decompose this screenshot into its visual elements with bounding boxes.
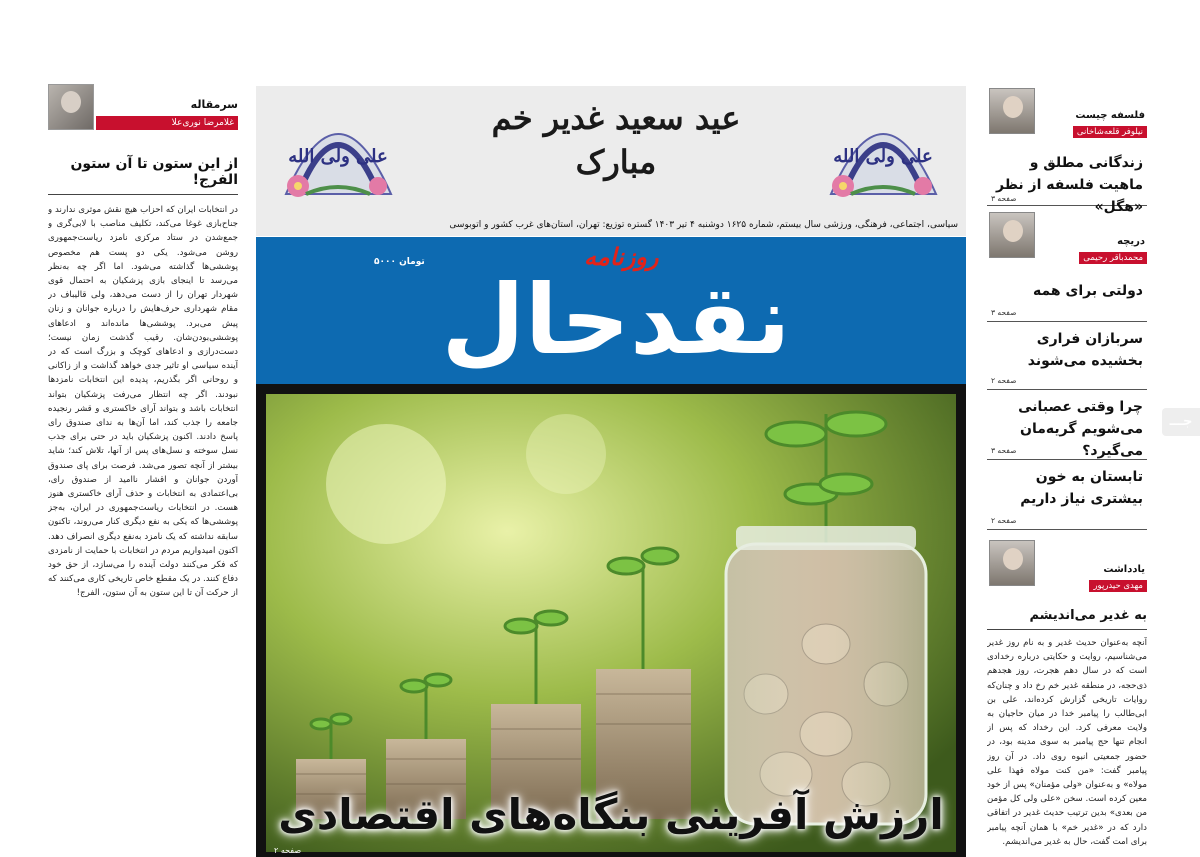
main-page-ref: صفحه ۲ — [274, 846, 302, 855]
philosophy-author-photo — [989, 88, 1035, 134]
main-story[interactable] — [256, 384, 966, 857]
soldiers-box[interactable] — [987, 322, 1147, 390]
ornament-emblem-right — [811, 94, 956, 208]
window-kicker: دریچه — [1117, 236, 1145, 247]
editorial-header — [48, 84, 238, 130]
window-author: محمدباقر رحیمی — [1079, 252, 1147, 264]
philosophy-kicker: فلسفه چیست — [1075, 110, 1145, 121]
window-page: صفحه ۳ — [991, 308, 1017, 317]
note-kicker: یادداشت — [1103, 564, 1145, 575]
philosophy-page: صفحه ۳ — [991, 194, 1017, 203]
issue-ribbon: سیاسی، اجتماعی، فرهنگی، ورزشی سال بیستم، شماره ۱۶۲۵ دوشنبه ۴ تیر ۱۴۰۳ گستره توزیع: تهران، استان‌های غرب کشور و اتوبوسی — [256, 214, 966, 236]
emblem-text-right: علی ولی الله — [833, 146, 933, 167]
note-column — [987, 540, 1147, 857]
main-headline[interactable]: ارزش آفرینی بنگاه‌های اقتصادی — [278, 790, 944, 839]
price-label: ۵۰۰۰ تومان — [374, 257, 425, 267]
summer-headline[interactable]: تابستان به خون بیشتری نیاز داریم — [1020, 469, 1143, 507]
window-author-photo — [989, 212, 1035, 258]
right-column — [987, 86, 1147, 530]
editorial-kicker: سرمقاله — [190, 98, 238, 111]
side-tab[interactable]: جـــ — [1162, 408, 1200, 436]
emblem-text-left: علی ولی الله — [288, 146, 388, 167]
note-header — [987, 540, 1147, 596]
main-photo — [266, 394, 956, 852]
anger-headline[interactable]: چرا وقتی عصبانی می‌شویم گریه‌مان می‌گیرد؟ — [1018, 399, 1143, 459]
philosophy-author: نیلوفر قلعه‌شاخانی — [1073, 126, 1147, 138]
masthead-logo-bar — [256, 237, 966, 384]
editorial-author: غلامرضا نوری‌علا — [96, 116, 238, 130]
editorial-column — [48, 84, 238, 857]
window-box[interactable] — [987, 206, 1147, 322]
greeting-text: عید سعید غدیر خم مبارک — [491, 99, 741, 181]
newspaper-logo[interactable]: نقدحال — [441, 264, 791, 376]
note-body: آنچه به‌عنوان حدیث غدیر و به نام روز غدیر می‌شناسیم، روایت و حکایتی درباره رخدادی است که در سال دهم هجرت، روز هجدهم ذی‌حجه، در منطقه غدیر خم رخ داد و چنان‌که روایات تاریخی گزارش کرده‌اند، علی بن ابی‌طالب را پیامبر خدا در میان حاجیان به ولایت معرفی کرد. این رخداد که پس از انجام تنها حج پیامبر به سوی مدینه بود، در حضور جمعیتی انبوه روی داد. در آن روز پیامبر گفت: «من کنت مولاه فهذا علی مولاه» و به‌عنوان «ولی مؤمنان» پس از خود معین کرده است. سخن «علی ولی کل مؤمن من بعدی» بدین ترتیب حدیث غدیر در اتفاقی دارد که در «غدیر خم» با همان آنچه پیامبر برای امت گفت، حال به غدیر می‌اندیشم. — [987, 638, 1147, 847]
window-headline[interactable]: دولتی برای همه — [1033, 283, 1143, 299]
ornament-emblem-left — [266, 94, 411, 208]
greeting-banner — [256, 86, 966, 214]
soldiers-page: صفحه ۲ — [991, 376, 1017, 385]
editorial-author-photo — [48, 84, 94, 130]
editorial-title[interactable]: از این ستون تا آن ستون الفرج! — [48, 156, 238, 195]
summer-box[interactable] — [987, 460, 1147, 530]
anger-box[interactable] — [987, 390, 1147, 460]
coins-and-sprouts-illustration — [266, 394, 956, 852]
summer-page: صفحه ۲ — [991, 516, 1017, 525]
philosophy-headline[interactable]: زندگانی مطلق و ماهیت فلسفه از نظر «هگل» — [996, 155, 1143, 215]
anger-page: صفحه ۳ — [991, 446, 1017, 455]
masthead-subtitle: روزنامه — [584, 243, 659, 271]
note-author: مهدی حیدرپور — [1089, 580, 1147, 592]
note-title[interactable]: به غدیر می‌اندیشم — [987, 604, 1147, 630]
philosophy-box[interactable] — [987, 86, 1147, 215]
editorial-body: در انتخابات ایران که احزاب هیچ نقش موثری ندارند و جناح‌بازی غوغا می‌کند، تکلیف مناصب با لابی‌گری و جمع‌شدن در ستاد مرکزی نامزد ریاست‌جمهوری روشن می‌شود. یکی دو پست هم مخصوص پوششی‌ها گذاشته می‌شود. اما اگر چه به‌نظر می‌رسد تا اینجای بازی پزشکیان به احتمال قوی شهردار تهران را از دست می‌دهد، ولی قالیباف در مقام شهرداری حرف‌هایش را درباره جوانان و زنان پیش می‌برد. پوششی‌ها مانده‌اند و ادعاهای پوششی‌بودن‌شان. رقیب گذشت زمان نیست؛ دست‌درازی و ادعاهای کوچک و بزرگ است که در آینده سیاسی او تاثیر جدی خواهد گذاشت و از زاکانی و روحانی اگر بگذریم، پدیده این انتخابات نامزدها نبودند. اگر چه انتظار می‌رفت پزشکیان بتواند انتخابات باشد و بتواند آرای خاکستری و قشر رنجیده جامعه را جذب کند، اما آن‌ها به ندای صندوق رای پاسخ دادند. اکنون پزشکیان باید در حتی برای جذب نسل سوخته و نسل‌های پس از آنها، تلاش کند؛ شاید بیشتر از آنچه تصور می‌شد. فرصت برای پای صندوق آوردن جوانان و اقشار ناامید از صندوق رای، بی‌اعتمادی به انتخابات و حذف آرای خاکستری هنوز هست. در انتخابات ریاست‌جمهوری در ایران، به‌جز پوششی‌ها که یکی به نفع دیگری کنار می‌روند، تاکنون سابقه نداشته که یک نامزد به‌نفع دیگری انصراف دهد. اکنون امیدواریم مردم در انتخابات با حمایت از نامزدی که فکر می‌کنند دولت آینده را می‌سازد، از حق خود دفاع کنند. در یک مقطع خاص تاریخی کاری می‌کنند که از حرکت آن تا این ستون به آن ستون، الفرج! — [48, 205, 238, 599]
note-author-photo — [989, 540, 1035, 586]
soldiers-headline[interactable]: سربازان فراری بخشیده می‌شوند — [1027, 331, 1143, 369]
